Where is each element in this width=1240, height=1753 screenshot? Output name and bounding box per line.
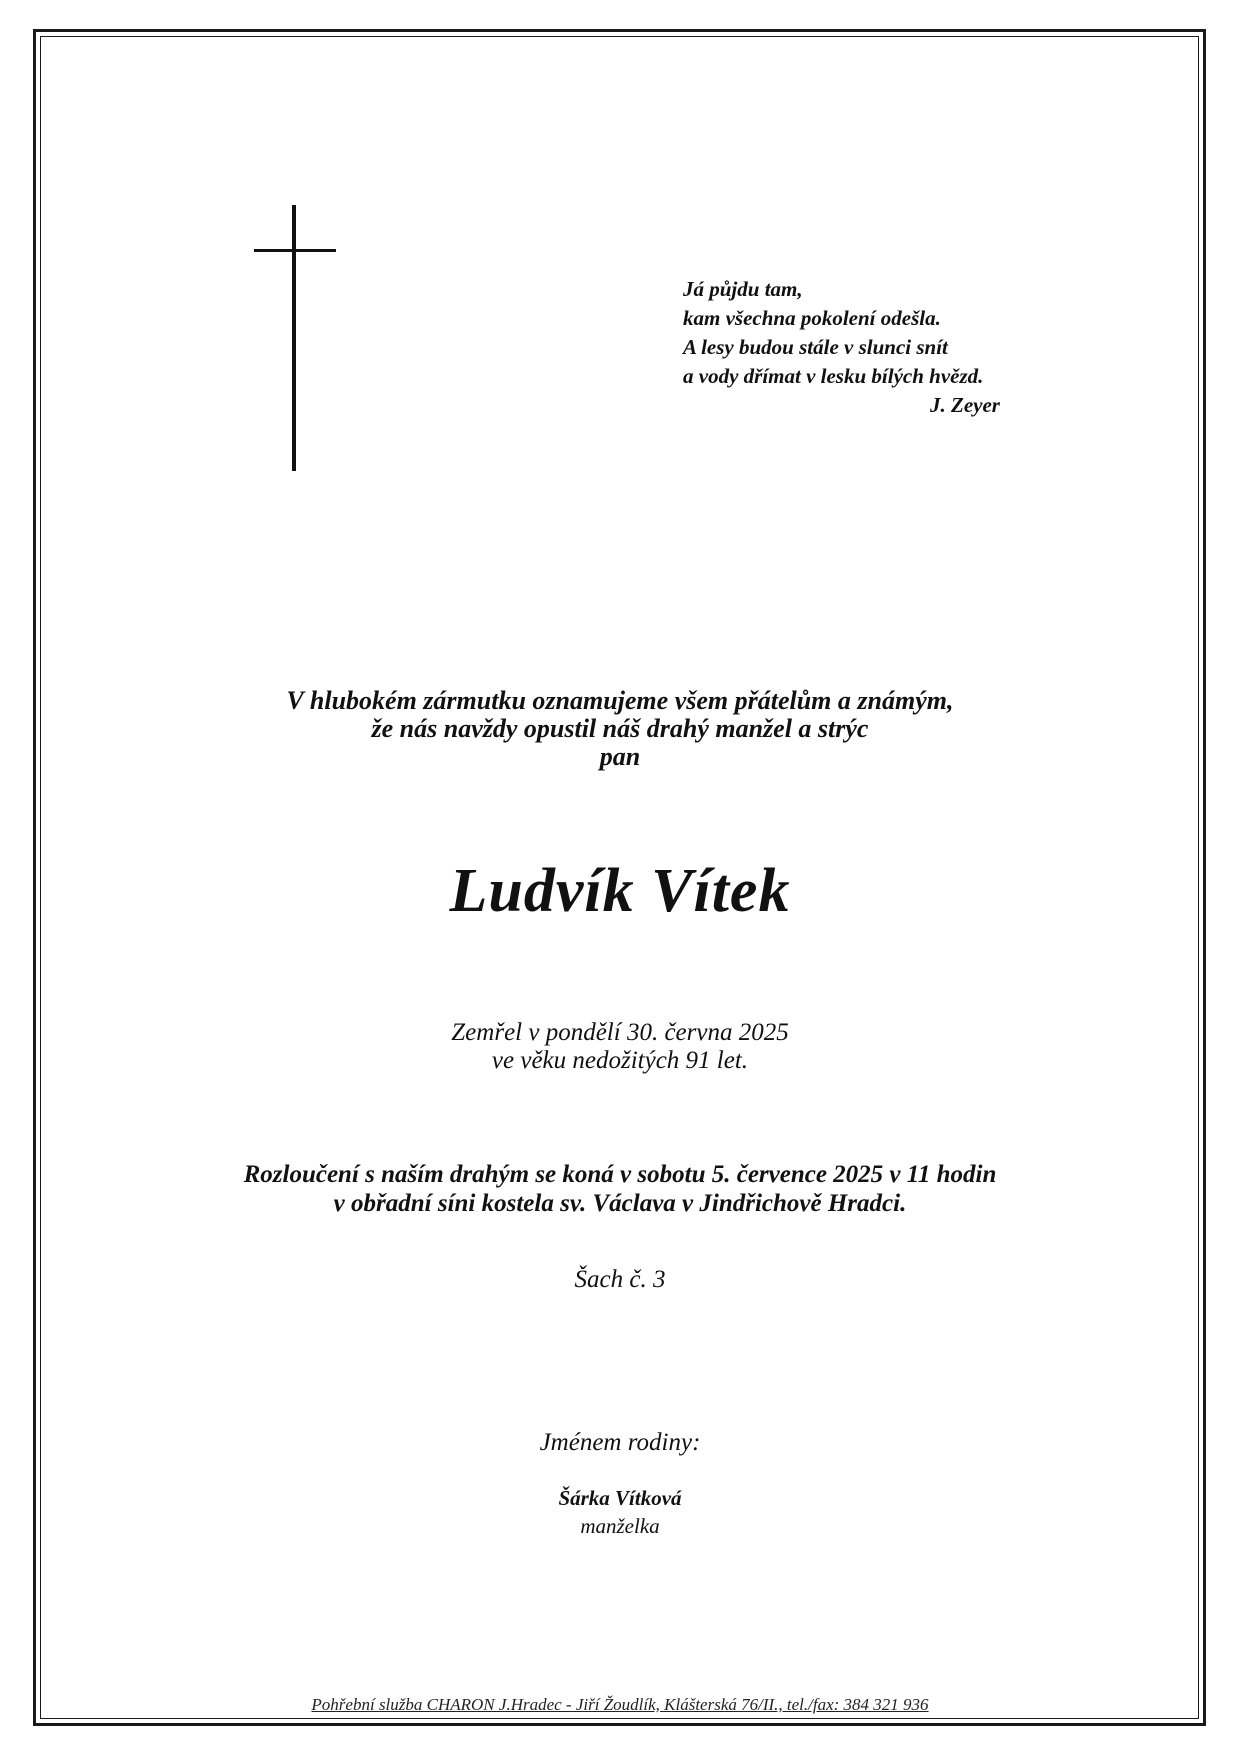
- farewell-info: [0, 1160, 1240, 1218]
- cross-vertical-bar: [292, 205, 296, 471]
- signer-name: Šárka Vítková: [558, 1486, 682, 1510]
- announcement-line: že nás navždy opustil náš drahý manžel a strýc: [371, 714, 869, 743]
- deceased-name: Ludvík Vítek: [449, 857, 791, 925]
- farewell-line: v obřadní síni kostela sv. Václava v Jindřichově Hradci.: [333, 1190, 907, 1217]
- signer-role: manželka: [580, 1514, 660, 1538]
- poem-line: Já půjdu tam,: [683, 277, 803, 301]
- grave-location: Šach č. 3: [574, 1266, 666, 1293]
- death-info-line: ve věku nedožitých 91 let.: [491, 1047, 749, 1074]
- poem-line: a vody dřímat v lesku bílých hvězd.: [683, 364, 984, 388]
- announcement-line: pan: [599, 742, 641, 771]
- cross-horizontal-bar: [254, 249, 336, 252]
- funeral-service-footer: Pohřební služba CHARON J.Hradec - Jiří Žoudlík, Klášterská 76/II., tel./fax: 384 321 936: [311, 1695, 929, 1714]
- announcement-text: [0, 687, 1240, 771]
- family-heading: Jménem rodiny:: [539, 1429, 701, 1456]
- death-info: [0, 1019, 1240, 1075]
- death-info-line: Zemřel v pondělí 30. června 2025: [451, 1019, 789, 1046]
- announcement-line: V hlubokém zármutku oznamujeme všem přátelům a známým,: [286, 686, 954, 715]
- poem-author: J. Zeyer: [930, 393, 1000, 417]
- farewell-line: Rozloučení s naším drahým se koná v sobotu 5. července 2025 v 11 hodin: [243, 1161, 997, 1188]
- poem-line: kam všechna pokolení odešla.: [683, 306, 941, 330]
- poem-quote: [683, 275, 1083, 420]
- poem-line: A lesy budou stále v slunci snít: [683, 335, 948, 359]
